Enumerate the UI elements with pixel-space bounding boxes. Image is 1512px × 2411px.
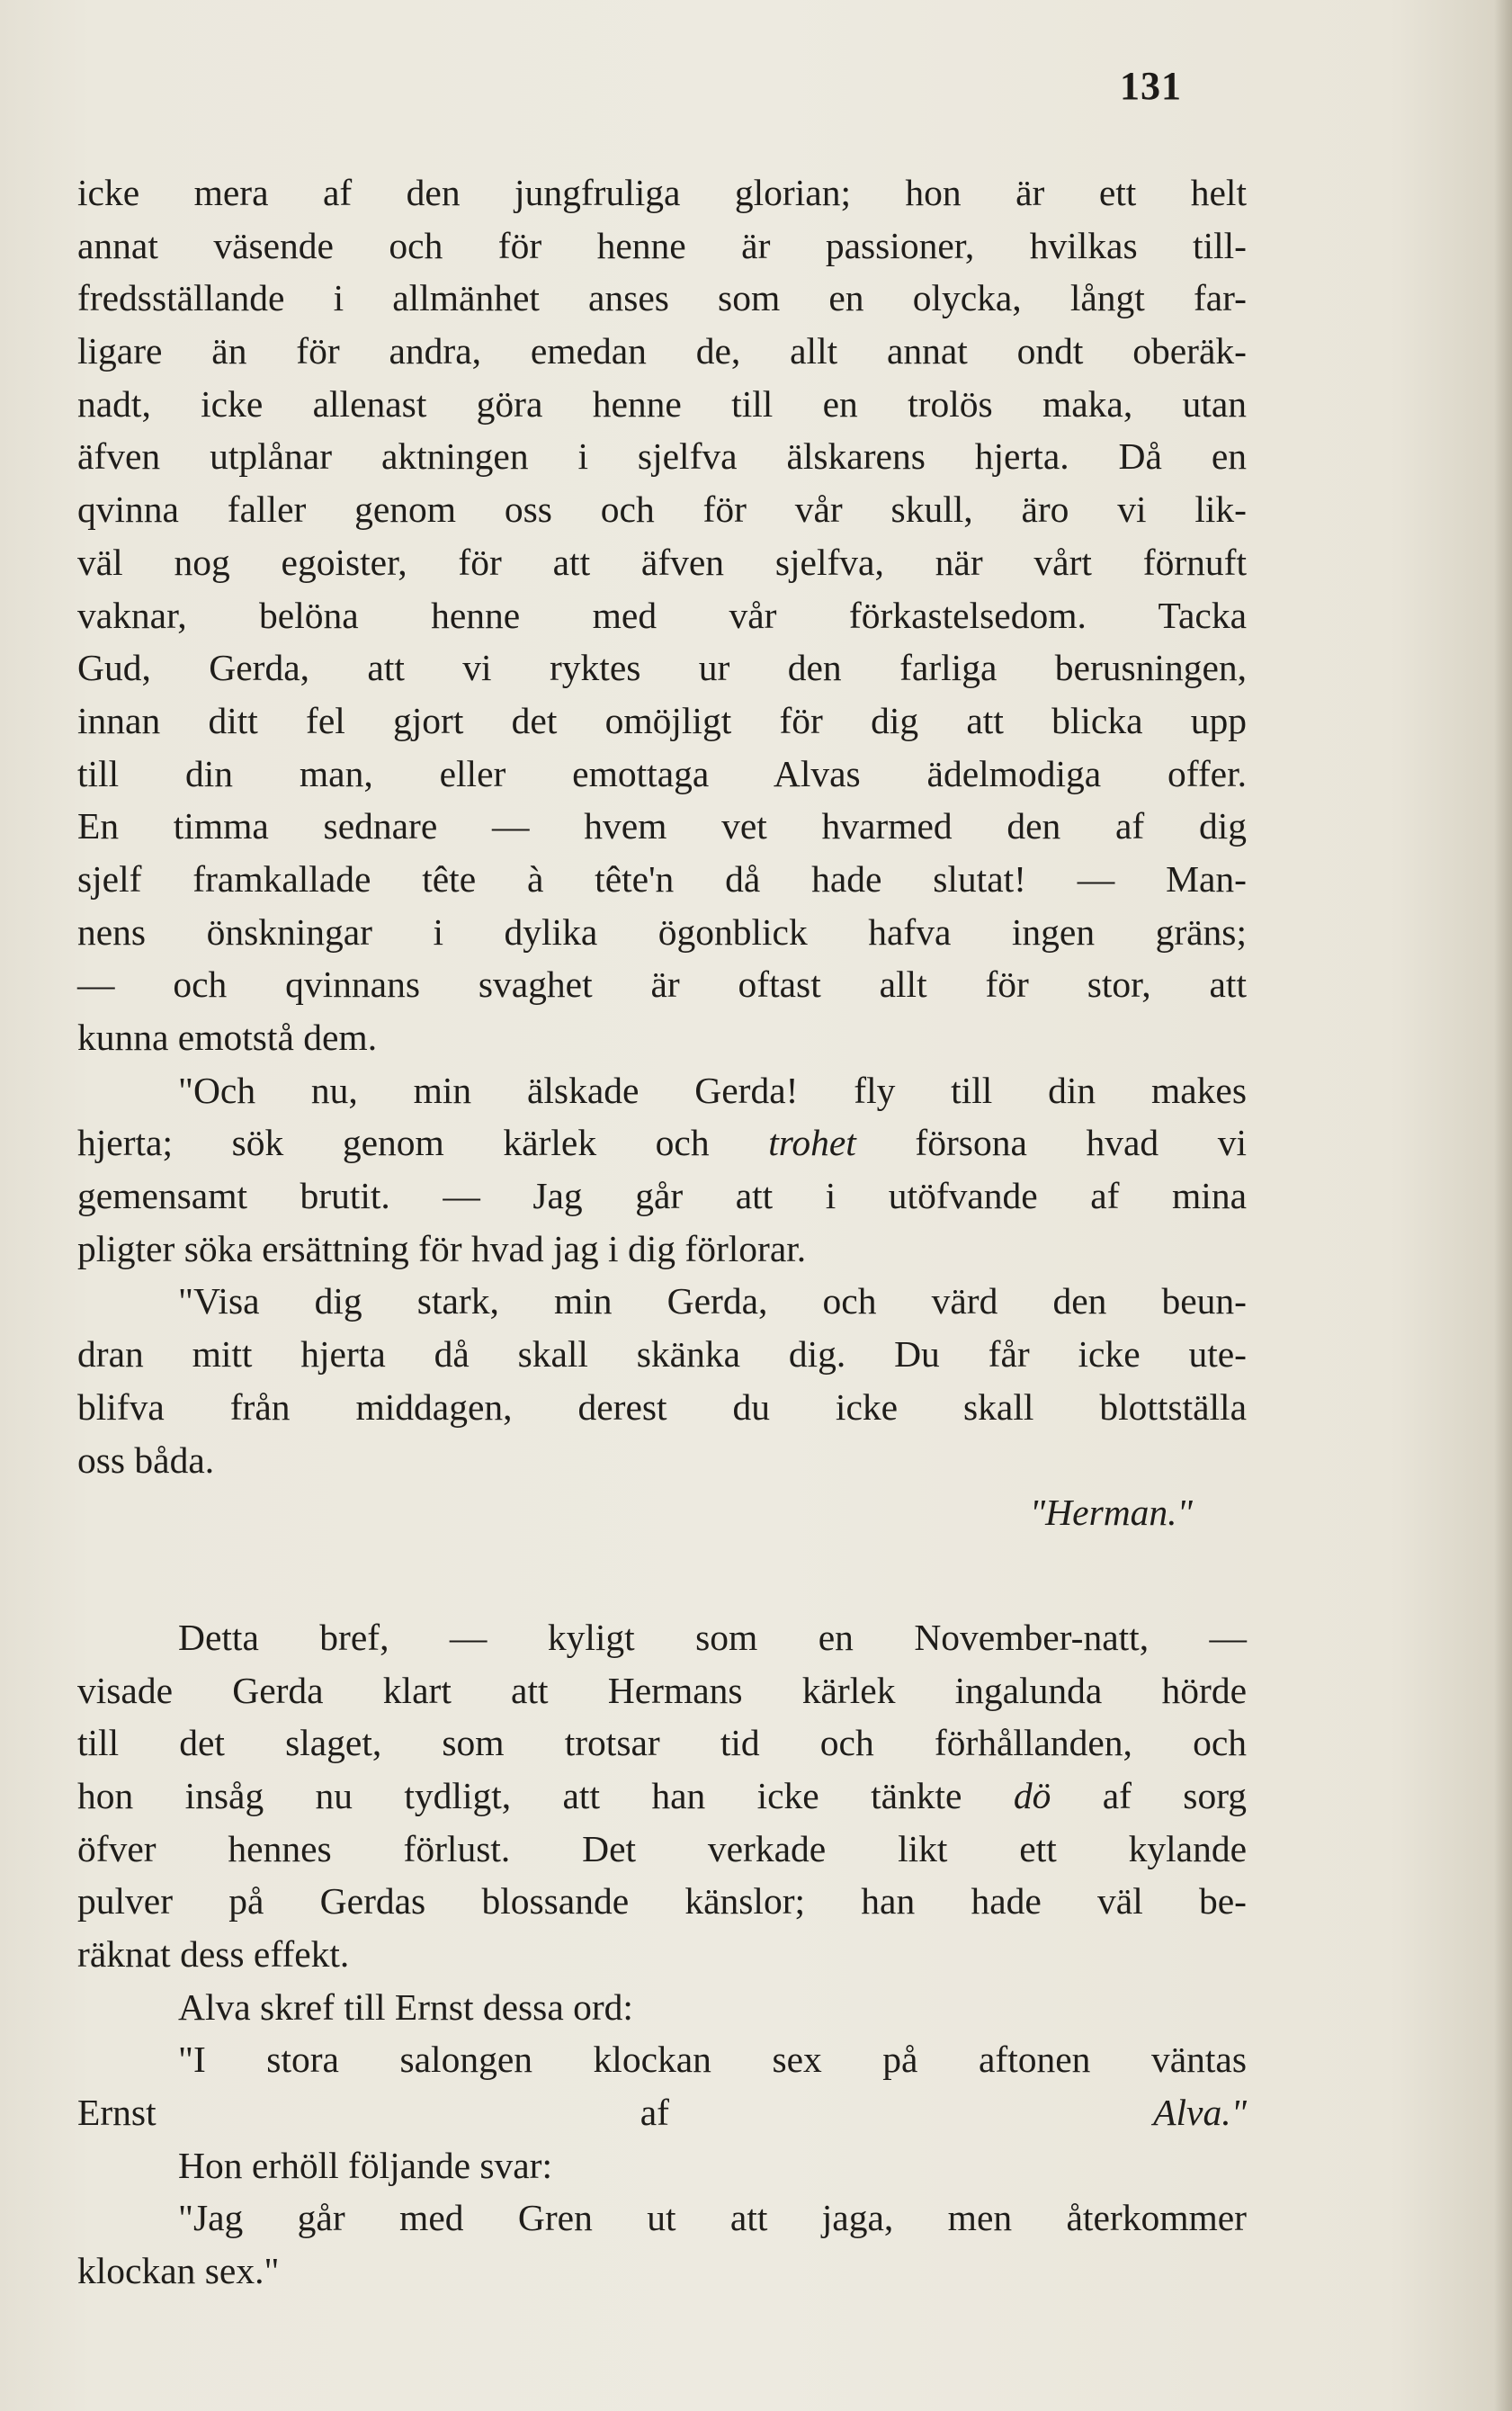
text-line: dran mitt hjerta då skall skänka dig. Du får icke ute-: [77, 1333, 1247, 1376]
text-line: [77, 1116, 1247, 1170]
text-line: [77, 2086, 1247, 2139]
text-line: äfven utplånar aktningen i sjelfva älskarens hjerta. Då en: [77, 435, 1247, 478]
italic-word: dö: [1013, 1774, 1051, 1816]
text-segment: hon insåg nu tydligt, att han icke tänkte: [77, 1774, 962, 1816]
text-line: räknat dess effekt.: [77, 1933, 350, 1975]
paragraph-gap: [77, 1539, 1247, 1611]
text-segment: hjerta; sök genom kärlek och: [77, 1122, 710, 1164]
text-line: visade Gerda klart att Hermans kärlek ingalunda hörde: [77, 1669, 1247, 1711]
text-line: pulver på Gerdas blossande känslor; han hade väl be-: [77, 1880, 1247, 1923]
text-line: sjelf framkallade tête à tête'n då hade slutat! — Man-: [77, 857, 1247, 900]
text-line: vaknar, belöna henne med vår förkastelsedom. Tacka: [77, 594, 1247, 636]
text-line: blifva från middagen, derest du icke skall blottställa: [77, 1385, 1247, 1428]
text-line: pligter söka ersättning för hvad jag i dig förlorar.: [77, 1227, 807, 1269]
text-line: till din man, eller emottaga Alvas ädelmodiga offer.: [77, 752, 1247, 794]
italic-word: trohet: [768, 1122, 856, 1164]
text-line: nadt, icke allenast göra henne till en trolös maka, utan: [77, 382, 1247, 425]
text-line: Hon erhöll följande svar:: [178, 2144, 553, 2186]
text-line: väl nog egoister, för att äfven sjelfva, när vårt förnuft: [77, 541, 1247, 583]
text-line: kunna emotstå dem.: [77, 1017, 378, 1058]
text-line: — och qvinnans svaghet är oftast allt för stor, att: [77, 964, 1247, 1006]
signature-line: [77, 1486, 1247, 1539]
text-line: "Jag går med Gren ut att jaga, men återkommer: [178, 2197, 1247, 2239]
text-line: "Visa dig stark, min Gerda, och värd den beun-: [178, 1280, 1247, 1322]
text-line: innan ditt fel gjort det omöjligt för dig att blicka upp: [77, 699, 1247, 741]
text-segment: Ernst af: [77, 2092, 669, 2134]
text-line: öfver hennes förlust. Det verkade likt ett kylande: [77, 1827, 1247, 1869]
text-line: gemensamt brutit. — Jag går att i utöfvande af mina: [77, 1175, 1247, 1217]
text-line: Gud, Gerda, att vi ryktes ur den farliga berusningen,: [77, 647, 1247, 689]
text-line: till det slaget, som trotsar tid och förhållanden, och: [77, 1722, 1247, 1764]
text-line: icke mera af den jungfruliga glorian; hon är ett helt: [77, 172, 1247, 213]
signature-herman: "Herman.": [1029, 1492, 1193, 1534]
body-text: [77, 166, 1247, 2298]
text-line: [77, 1770, 1247, 1823]
text-line: klockan sex.": [77, 2250, 280, 2292]
text-line: qvinna faller genom oss och för vår skull, äro vi lik-: [77, 488, 1247, 531]
text-line: oss båda.: [77, 1439, 215, 1481]
text-line: En timma sednare — hvem vet hvarmed den af dig: [77, 805, 1247, 847]
page-edge-shadow: [1494, 0, 1512, 2411]
text-line: Detta bref, — kyligt som en November-natt, —: [178, 1616, 1247, 1658]
page-number: 131: [1120, 64, 1182, 108]
text-line: "I stora salongen klockan sex på aftonen väntas: [178, 2039, 1247, 2081]
text-line: fredsställande i allmänhet anses som en olycka, långt far-: [77, 277, 1247, 319]
text-segment: af sorg: [1102, 1774, 1248, 1816]
text-line: nens önskningar i dylika ögonblick hafva ingen gräns;: [77, 910, 1247, 953]
text-line: Alva skref till Ernst dessa ord:: [178, 1985, 633, 2028]
text-segment: försona hvad vi: [915, 1122, 1248, 1164]
text-line: annat väsende och för henne är passioner, hvilkas till-: [77, 224, 1247, 266]
signature-alva: Alva.": [1153, 2092, 1248, 2134]
text-line: ligare än för andra, emedan de, allt annat ondt oberäk-: [77, 330, 1247, 372]
text-line: "Och nu, min älskade Gerda! fly till din makes: [178, 1069, 1247, 1111]
